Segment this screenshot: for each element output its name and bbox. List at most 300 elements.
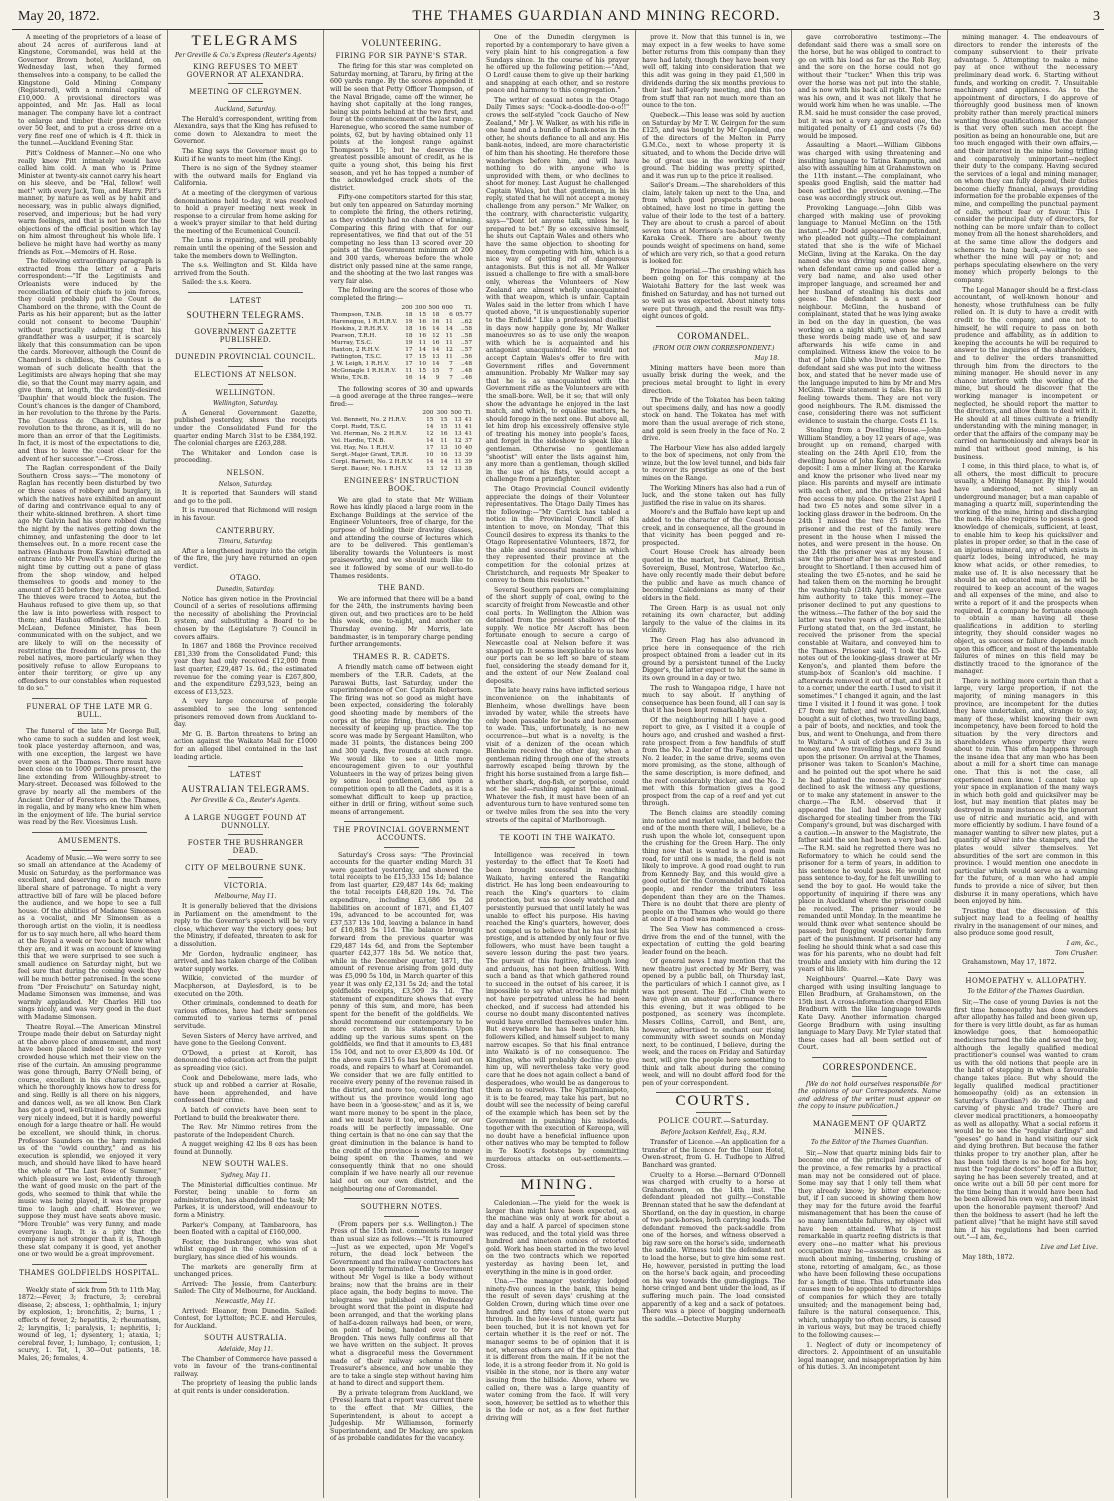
page-number: 3 <box>1093 9 1100 24</box>
competitor-name: J. W. Leigh, 1 R.H.V. <box>331 360 390 367</box>
score-cell: 7 <box>449 374 453 381</box>
column-2 <box>168 30 324 1498</box>
score-cell: 16 <box>418 332 427 339</box>
competitor-name: Harenegue, 1 R.H.R.V. <box>331 318 398 325</box>
heading-coromandel: COROMANDEL. <box>677 330 750 341</box>
paragraph: A friendly match came off between eight members of the T.R.R. Cadets, at the Parawai Butts, last Saturday, under the superintendence of Cor. Captain Robertson. The firing was not so good as might have been expected, considering the tolerably good shooting made by members of the corps at the prize firing, thus showing the necessity of keeping up practice. The top score was made by Sergeant Hamilton, who made 31 points, the distances being 200 and 300 yards, five rounds at each range. We would like to see a little more encouragement given to our youthful Volunteers in the way of prizes being given by some local gentlemen, and upon a competition open to all the Cadets, as it is a somewhat difficult to keep up practice, either in drill or firing, without some such means of arrangement. <box>330 664 474 816</box>
heading-courts: COURTS. <box>675 1093 752 1110</box>
divider <box>228 83 263 84</box>
score-cell: 15 <box>440 424 448 431</box>
competitor-name: Vol. Herman, No. 2 H.R.V. <box>331 431 408 438</box>
scores-header-cell: 300 <box>436 410 448 417</box>
masthead <box>12 6 1104 30</box>
coromandel-byline: (FROM OUR OWN CORRESPONDENT.) <box>652 344 775 352</box>
paragraph: At a meeting of the clergymen of various denominations held to-day, it was resolved to hold a prayer meeting next week in response to a circular from home asking for a week's prayer similar to that held during the meeting of the Ecumenical Council. <box>174 189 318 235</box>
divider <box>228 809 263 810</box>
paragraph: The firing for this star was completed on Saturday morning, at Tararu, by firing at the 600 yards range. By the scores appended it will be seen that Petty Officer Thompson, of the Naval Brigade, came off the winner, he having shot capitally at the long ranges, being six points behind at the two first, and four at the commencement of the last range. Harenegue, who scored the same number of points, 62, but by having obtained only 11 points at the longest range against Thompson's 15; but he deserves the greatest possible amount of credit, as he is quite a young shot, this being his first season, and yet he has topped a number of the acknowledged crack shots of the district. <box>330 63 474 192</box>
competitor-name: Sergt.-Major Grant, T.R.R. <box>331 452 409 459</box>
heading-nelson: NELSON. <box>226 468 265 477</box>
score-cell: 18 <box>405 332 413 339</box>
score-cell: 14 <box>418 374 427 381</box>
newspaper-title: THE THAMES GUARDIAN AND MINING RECORD. <box>412 8 781 24</box>
paragraph: I come, in this third place, to what is, of all others, the most difficult to procure usually, a Mining Manager. By this I would have understood, not simply an underground manager, but a man capable of managing a quartz mill, superintending the working of the mine, hiring and discharging the men. He also requires to possess a good knowledge of chemicals, sufficient, at least, to enable him to keep his quicksilver and plates in proper order, so that in the case of an injurious mineral, any of which exists in quartz lodes, being introduced, he may know what acids, or other remedies, to make use of. It is also necessary that he should be an educated man, as he will be required to keep an account of the wages and all expenses of the mine, and also to write a report of it and the prospects when required. If a company be fortunate enough to obtain a man having all these qualifications in addition to sterling integrity, they should consider wages no object, as success or failure depends much upon this officer, and most of the lamentable failures of mines on this field may be distinctly traced to the ignorance of the manager. <box>954 463 1098 676</box>
heading-volunteering: VOLUNTEERING. <box>361 38 442 48</box>
divider <box>384 1216 419 1217</box>
column-7 <box>948 30 1104 1498</box>
heading-telegrams: TELEGRAMS <box>191 33 300 49</box>
paragraph: Other criminals, condemned to death for various offences, have had their sentences commuted to various terms of penal servitude. <box>174 1000 318 1030</box>
score-cell: 15 <box>418 353 427 360</box>
scores-table-1 <box>330 305 473 382</box>
score-cell: 11 <box>445 318 453 325</box>
score-cell: ..57 <box>460 346 473 353</box>
paragraph: In 1867 and 1868 the Province received £81,339 from the Consolidated Fund; this year they had only received £12,000 from last quarter, £29,487 1s. 6d.; the estimated revenue for the coming year is £267,800, and the expenditure £293,523, being an excess of £13,523. <box>174 643 318 696</box>
divider <box>500 829 615 830</box>
letter-addressee: To the Editor of the Thames Guardian. <box>967 988 1085 996</box>
score-cell: 41 <box>464 417 473 424</box>
heading-provincial-accounts: THE PROVINCIAL GOVERNMENT ACCOUNTS. <box>333 826 470 842</box>
score-row <box>330 333 473 340</box>
score-cell: 16 <box>405 374 413 381</box>
dateline: May 18. <box>754 355 780 363</box>
score-cell: 17 <box>426 445 434 452</box>
score-cell: 19 <box>405 339 413 346</box>
score-cell: ..48 <box>460 367 473 374</box>
dateline: Newcastle, May 11. <box>215 1297 276 1305</box>
score-cell: 13 <box>454 417 462 424</box>
score-cell: ..56 <box>460 353 473 360</box>
paragraph: The s.s. Wellington and St. Kilda have arrived from the South. <box>174 262 318 277</box>
divider <box>32 832 147 833</box>
paragraph: Prince Imperial.—The crushing which has been going on for this company at the Waiotahi Battery for the last week was finished on Saturday, and has not turned out so well as was expected. About ninety tons were put through, and the result was fifty-eight ounces of gold. <box>642 267 786 321</box>
divider <box>228 384 263 385</box>
score-cell: 14 <box>426 459 434 466</box>
letter-place: Grahamstown, May 17, 1872. <box>962 959 1057 967</box>
divider <box>540 847 575 848</box>
paragraph: Cook and Debelowane, mere lads, who stuck up and robbed a carrier at Rosalie, have been apprehended, and have confessed their crime. <box>174 1074 318 1105</box>
score-cell: 14 <box>432 346 440 353</box>
heading-correspondence: CORRESPONDENCE. <box>822 1061 917 1072</box>
paragraph: The following scores of 30 and upwards —a good average at the three ranges—were fired:— <box>330 385 474 408</box>
score-cell: 13 <box>432 353 440 360</box>
score-cell: ..57 <box>460 339 473 346</box>
paragraph: The propriety of leasing the public lands at quit rents is under consideration. <box>174 1380 318 1395</box>
score-row <box>330 466 473 473</box>
competitor-name: Hoskins, 2 R.H.R.V. <box>331 325 389 332</box>
score-cell: 11 <box>440 438 448 445</box>
score-cell: 19 <box>405 318 413 325</box>
dateline: Melbourne, May 11. <box>214 893 277 901</box>
score-cell: 18 <box>405 311 413 318</box>
score-cell: 7 <box>449 367 453 374</box>
paragraph: It is rumoured that Richmond will resign in his favour. <box>174 507 318 522</box>
score-cell: 10 <box>426 452 434 459</box>
paragraph: The Ministerial difficulties continue. Mr Forster, being unable to form an administration, has abandoned the task; Mr Parkes, it is understood, will endeavour to form a Ministry. <box>174 1181 318 1220</box>
divider <box>32 1264 147 1265</box>
competitor-name: Corpl. Rudd, T.S.C. <box>331 424 387 431</box>
score-cell: 14 <box>426 424 434 431</box>
heading-sir-payne-star: FIRING FOR SIR PAYNE'S STAR. <box>335 51 468 60</box>
score-row <box>330 340 473 347</box>
divider <box>812 1057 927 1058</box>
score-cell: ..46 <box>460 374 473 381</box>
score-cell: 11 <box>405 367 413 374</box>
score-cell: 13 <box>454 466 462 473</box>
paragraph: Notice has given notice in the Provincial Council of a series of resolutions affirming the necessity of abolishing the Provincial system, and substituting a Board to be chosen by the (Legislature ?) Council in covers affairs. <box>174 595 318 641</box>
score-cell: 11 <box>454 424 462 431</box>
column-5 <box>636 30 792 1498</box>
competitor-name: White, T.N.B. <box>331 374 370 381</box>
article-pitt: Pitt's Coldness of Manner.—No one who really knew Pitt intimately would have called him cold. A man who is Prime Minister at twenty-six cannot carry his heart on his sleeve, and be "Hal, fellow! well met!" with every Jack, Tom, and Harry. Pitt's manner, by nature as well as by habit and necessary, was in public always dignified, reserved, and imperious; but he had very warm feelings, and that is not been for the objections of the official position which lay on him almost throughout his whole life. I believe he might have had worthy as many friends as Fox.—Memoirs of H. Rose. <box>18 149 162 256</box>
scores-header-cell: 200 <box>422 410 434 417</box>
score-cell: 13 <box>454 452 462 459</box>
paragraph: Una.—The manager yesterday lodged ninety-five ounces in the bank, this being the result of seven days' crushing at the Golden Crown, during which time over one hundred and fifty tons of stone were put through. In the low-level tunnel, quartz has been touched, but it is not known yet for certain whether it is the reef or not. The manager seems to be of opinion that it is not, whereas others are of the opinion that it is different from the main. If it be not the lode, it is a strong feeder from it. No gold is visible in the stone, nor is there any water issuing from the hillside. Above, where we called on, there was a large quantity of water coming from the face. It will very soon, however, be settled as to whether this is the lode or not, as a few feet further driving will <box>486 1278 630 1422</box>
paragraph: The writer of casual notes in the Otago Daily Times says: "Cock-a-doodle-doo-o-o!!" crows the self-styled "cock Gaucho of New Zealand," Mr J. W. Walker, as with his rifle in one hand and a bundle of bank-notes in the other, he shouts defiance to all and any. His bank-notes, indeed, are more characteristic of him than his shooting. He therefore those wanderings before him, and will have nothing to do with anyone who is unprovided with them, or who declines to shoot for money. Last August he challenged Captain Wales, but that gentleman, in his reply, stated that he will not accept a money challenge from any person." Mr Walker, on the contrary, with characteristic vulgarity, says—"Dont let anyone talk, unless he is prepared to bet." By so excessive himself, he shuts out Captain Wales and others who have the same objection to shooting for money, from competing with him, which is a nice way of getting rid of dangerous antagonists. But this is not all. Mr Walker issued a challenge to fire with a small-bore only, whereas the Volunteers of New Zealand are almost wholly unacquainted with that weapon, which is unfair. Captain Wales said in the letter from which I have quoted above, "it is unquestionably superior to the Enfield." Like a professional duellist in days now happily gone by, Mr Walker manoeuvres so as to use only the weapon with which he is acquainted and his antagonist unacquainted. He would not accept Captain Wales's offer to fire with Government rifles and Government ammunition. Probably Mr Walker may say that he is as unacquainted with the Government rifle as the Volunteers are with the small-bore. Well, be it so; that will only show the advantage he enjoyed in the last match, and which, to equalise matters, he should forego in the next one. But above all, let him drop his excessively offensive style of treating his money into people's faces, and forget in the sideshow to speak like a gentleman. Otherwise no gentleman "shootist" will enter the lists against him, any more than a gentleman, though skilled in the use of his fists, would accept a challenge from a prizefighter. <box>486 96 630 484</box>
score-cell: 16 <box>432 318 440 325</box>
heading-police-court: POLICE COURT.—Saturday. <box>658 1116 769 1125</box>
paragraph: Transfer of Licence.—An application for a transfer of the licence for the Union Hotel, Owen-street, from G. H. Tudhope to Alfred Banchard was granted. <box>642 1139 786 1169</box>
letter-signature: Tom Crusher. <box>1055 949 1098 957</box>
paragraph: Saturday's Cross says: "The Provincial accounts for the quarter ending March 31 were gazetted yesterday, and showed the total receipts to be £15,333 15s 1d; balance from last quarter, £29,487 14s 6d; making the total receipts £48,820 19s. 7d. The expenditure, including £3,686 9s 2d liabilities on account of 1871, and £1,407 19s, advanced to be accounted for, was £37,537 13s 10d, leaving a balance in hand of £10,883 5s 11d. The balance brought forward from the previous quarter was £29,487 14s 6d, and from the September quarter £42,377 18s 5d. We notice that, while in the December quarter, 1871, the amount of revenue arising from gold duty was £5,090 5s 10d, in March quarter of this year it was only £2,131 5s 2d; and the total goldfields receipts, £3,509 3s 1d. The statement of expenditure shows that every penny of this sum, and more, has been spent for the benefit of the goldfields. We should recommend our contemporary to be more correct in his statements. Upon adding up the various sums spent on the goldfields, we find that it amounts to £3,481 15s 10d, and not to over £3,809 4s 10d. Of the above sum £315 6s has been laid out on roads, and repairs to wharf at Coromandel. We consider that we are fully entitled to receive every penny of the revenue raised in the district, and more too, considering that without us the province would long ago have been in a 'goose-stew,' and as it is, we want more money to be spent in the place, and we must have it too, ere long, or our roads will be perfectly impassable. One thing certain is that no one can say that the great diminution in the balance is hand to the credit of the province is owing to money being spent on the Thames, and we consequently think that no one should complain if we have nearly all our revenue laid out on our own district, and the neighbouring one of Coromandel. <box>330 851 474 1193</box>
paragraph: A very large concourse of people assembled to see the long sentenced prisoners removed down from Auckland to-day. <box>174 698 318 729</box>
score-row <box>330 459 473 466</box>
dateline: Dunedin, Saturday. <box>216 586 275 594</box>
heading-mining: MINING. <box>520 1176 595 1193</box>
scores-header-cell <box>330 305 400 312</box>
score-cell: 16 <box>440 431 448 438</box>
paragraph: Fifty-one competitors started for this star, but only ten appeared on Saturday morning to complete the firing, the others retiring, as they evidently had no chance of winning. Comparing this firing with that for our representatives, we find that out of the 51 competing no less than 13 scored over 20 points at the Government minimum at 200 and 300 yards, whereas before the whole district only passed nine at the same range, and the shooting at the two last ranges was very fair also. <box>330 194 474 285</box>
dateline: Nelson, Saturday. <box>218 480 273 488</box>
article-academy: Academy of Music.—We were sorry to see so small an attendance at the Academy of Music on Saturday, as the performance was excellent, and deserving of a much more liberal share of patronage. To night a very attractive bill of fare will be placed before the audience, and we hope to see a full house. Of the abilities of Madame Simonsen as a vocalist, and Mr Simonsen as a thorough artist on the violin, it is needless for us to say much here, all who heard them at the Royal a week or two back know what they are, and it was on account of knowing this that we were surprised to see such a small audience on Saturday night, but we feel sure that during the coming week they will be much better patronised. In the scene from "Der Freischutz" on Saturday night, Madame Simonsen was immense, and was warmly applauded. Mr Charles Hill too sings nicely, and was very good in the duet with Madame Simonsen. <box>18 854 162 1022</box>
score-cell: 14 <box>432 360 440 367</box>
article-funeral: The funeral of the late Mr George Bull, who came to such a sudden and lost week, took place yesterday afternoon, and was, with one exception, the largest we have ever seen at the Thames. There must have been close on to 1000 persons present, the line extending from Willoughby-street to Mary-street. Deceased was followed to the grave by nearly all the members of the Ancient Order of Foresters on the Thames, in regalia, and by many who knew him when in the enjoyment of life. The burial service was read by the Rev. Vicesimus Lush. <box>18 728 162 827</box>
score-cell: 11 <box>445 332 453 339</box>
scores-header-cell <box>330 410 420 417</box>
divider <box>852 1076 887 1077</box>
score-cell: ..62 <box>460 318 473 325</box>
heading-dunedin-council: DUNEDIN PROVINCIAL COUNCIL. <box>175 353 316 362</box>
paragraph: Several Southern papers are complaining of the short supply of coal, owing to the scarcity of freight from Newcastle and other coal ports. In Wellington the Albion was detained from the present shallows of the supply. We notice Mr Ascroft has been fortunate enough to secure a cargo of Newcastle coal at Nelson before it was snapped up. It seems inexplicable to us how our ports can be so left so bare of steam fuel, considering the steady demand for it, and the extent of our New Zealand coal deposits. <box>486 586 630 685</box>
paragraph: The markets are generally firm at unchanged prices. <box>174 1263 318 1279</box>
divider <box>344 821 459 822</box>
score-row <box>330 326 473 333</box>
competitor-name: Corpl. Barnett, No. 2 H.R.V. <box>331 459 413 466</box>
police-court-magistrate: Before Jackson Keddell, Esq., R.M. <box>660 1128 767 1136</box>
scores-table-2 <box>330 410 473 473</box>
score-row <box>330 312 473 319</box>
divider <box>656 326 771 327</box>
letter-addressee: To the Editor of the Thames Guardian. <box>811 1139 929 1147</box>
score-cell: 39 <box>464 459 473 466</box>
column-4 <box>480 30 636 1498</box>
issue-date: May 20, 1872. <box>18 9 100 24</box>
paragraph: Of the neighbouring hill I have a good report to give, as I visited it a couple of hours ago, and crushed and washed a first-rate prospect from a few handfuls of stuff from the No. 2 leader of the Family, and the No. 2 leader, in the same drive, seems even more promising, as the stone, although of the same description, is more defined, and the reef considerably thicker, and the No. 2 met with this formation gives a good prospect from the cap of a reef and yet cut through. <box>642 716 786 808</box>
scores-header-cell: 500 <box>428 304 440 311</box>
paragraph: A batch of convicts have been sent to Portland to build the breakwater there. <box>174 1106 318 1122</box>
heading-band: THE BAND. <box>378 584 425 593</box>
divider <box>188 292 303 293</box>
divider <box>384 847 419 848</box>
competitor-name: Murray, T.S.C. <box>331 339 373 346</box>
heading-latest: LATEST <box>229 297 262 306</box>
paragraph: We are glad to state that Mr William Rowe has kindly placed a large room in the Exchange Buildings at the service of the Engineer Volunteers, free of charge, for the purpose of holding their drawing classes, and attending the course of lectures which are to be delivered. This gentleman's liberality towards the Volunteers is most praiseworthy, and we should much like to see it followed by some of our well-to-do Thames residents. <box>330 496 474 580</box>
score-row <box>330 445 473 452</box>
score-cell: 16 <box>432 339 440 346</box>
divider <box>72 723 107 724</box>
dateline: Wellington, Saturday. <box>212 400 279 408</box>
score-cell: 13 <box>454 431 462 438</box>
divider <box>228 101 263 102</box>
heading-funeral: FUNERAL OF THE LATE MR G. BULL. <box>26 703 153 719</box>
column-3 <box>324 30 480 1498</box>
divider <box>540 1195 575 1196</box>
score-cell: 12 <box>445 346 453 353</box>
paragraph: The Green Flag has also advanced in price here in consequence of the rich prospect obtained from a leader cut in its ground by a persistent tunnel of the Lucky Digger's, the latter expect to hit the same in its own ground in a day or two. <box>642 636 786 682</box>
australian-source: Per Greville & Co., Reuter's Agents. <box>190 797 301 805</box>
divider <box>32 698 147 699</box>
article-legitimists: The following extraordinary paragraph is extracted from the letter of a Paris correspondent:—"If the Legitimists and Orleanists were induced by the reconciliation of their chiefs to join forces, they could probably put the Count de Chambord on the throne, with the Count de Paris as his heir apparent; but as the latter could not consent to become 'Dauphin' without practically admitting that his grandfather was a usurper, it is scarcely likely that this consummation can be upon the cards. Moreover, although the Count de Chambord is childless, the Countess is a woman of such delicate health that the Legitimists are always hoping that she may die, so that the Count may marry again, and give them, at length, the ardently-desired 'Dauphin' that would block the fusion. The Count's chances is the danger of Chambord, in her revolution to the throne by the Paris. The Countess de Chambord, in her revolution to the throne, as it is, will do no more than an error of that the Legitimists. In fact, it is most of the expectations to die, and thus to leave the coast clear for the advent of her successor."—Cross. <box>18 258 162 463</box>
paragraph: Seven Sisters of Mercy have arrived, and have gone to the Geelong Convent. <box>174 1032 318 1048</box>
divider <box>852 1115 887 1116</box>
score-cell: 11 <box>445 339 453 346</box>
score-cell: 16 <box>418 318 427 325</box>
paragraph: Trusting that the discussion of this subject may lead to a feeling of healthy rivalry in the management of our mines, and also produce some good result, <box>954 907 1098 938</box>
heading-amusements: AMUSEMENTS. <box>57 836 122 845</box>
heading-hospital: THAMES GOLDFIELDS HOSPITAL. <box>19 1269 160 1278</box>
dateline: Adelaide, May 11. <box>218 1345 273 1353</box>
heading-southern-notes: SOUTHERN NOTES. <box>360 1203 443 1212</box>
paragraph: The King says the Governor must go to Kuiti if he wants to meet him (the King). <box>174 147 318 163</box>
paragraph: 1. Neglect of duty or incompetency of directors. 2. Appointment of an unsuitable legal manager, and misappropriation by him of his duties. 3. An incompetent <box>798 1341 942 1372</box>
divider <box>228 366 263 367</box>
paragraph: Intelligence was received in town yesterday to the effect that Te Kooti had been brought successful in reaching Waikato, having entered the Rangatiki district. He has long been endeavouring to reach the King's quarters to claim protection, but was so closely watched and persistently pursued that until lately he was unable to effect his purpose. His having reached the King's quarters, however, does not compel us to believe that he has lost his prestige, and is attended by only four or five followers, who must have been taught a severe lesson during the past two years. The pursuit of this fugitive, although long and arduous, has not been fruitless. With such a band as that which gathered round to succeed in the outset of his career, it is impossible to say what atrocities he might not have perpetrated unless he had been checked, and if success had attended his course no doubt many discontented natives would have enrolled themselves under him. But everywhere he has been beaten, his followers killed, and himself subject to many narrow escapes. So that his final entrance into Waikato is of no consequence. The Kingites, who will probably decline to give him up, will nevertheless take very good care that he does not again collect a band of desperadoes, who would be as dangerous to them as to ourselves. The Ngatimaniapoto, it is to be feared, may take his part, but no doubt will see the necessity of being careful of the example which has been set by the Government in punishing his misdeeds, together with the execution of Kereopa, will no doubt have a beneficial influence upon other natives who may be tempted to follow in Te Kooti's footsteps by committing murderous attacks on out-settlements.—Cross. <box>486 851 630 1171</box>
paragraph: The Working Miners has also had a run of luck, and the stone taken out has fully justified the rise in value on its shares. <box>642 484 786 507</box>
heading-management: MANAGEMENT OF QUARTZ MINES. <box>812 1119 927 1136</box>
score-row <box>330 424 473 431</box>
score-cell: 15 <box>418 311 427 318</box>
scores-header-cell: Tl. <box>464 410 473 417</box>
paragraph: Cruelty to a Horse.—Bernard O'Donnell was charged with cruelty to a horse at Grahamstown, on the 14th inst. The defendant pleaded not guilty.—Constable Brennan stated that he saw the defendant at Shortland, on the day in question, in charge of two pack-horses, both carrying loads. The defendant removed the pack-saddle from one of the horses, and witness observed a big raw sore on the horse's side, underneath the saddle. Witness told the defendant not to load the horse, but to give him some rest. He, however, persisted in putting the load on the horse's back again, and proceeding on his way towards the gum-diggings. The horse cringed and bent under the load, as if suffering much pain. The load consisted apparently of a keg and a sack of potatoes. There was a piece of bagging underneath the saddle.—Detective Murphy <box>642 1171 786 1323</box>
paragraph: Sir,—The case of young Davies is not the first time homoeopathy has done wonders after allopathy has failed and been given up, for there is very little doubt, as far as human knowledge goes, that homoeopathic medicines turned the tide and saved the boy, although the legally qualified medical practitioner's counsel was wanted to cram us with the old notions that people are in the habit of stepping in when a favourable change takes place. But why should the legally qualified medical practitioner homoeopathy (old) as an extension in Saturday's Guardian?) do the cutting and carving of physic and trade? There are clever medical practitioners, a homoeopathy as well as allopathy. What a social reform it would be to see the "regular darlings" and "geeses" go hand in hand visiting our sick and dying brethren. But because the father thinks proper to try another plan, after he has been told there is no hope for his boy, must the "regular doctors" be off in a flutter, saying he has been severely treated, and at once write out a bill 50 per cent more for the time being than it would have been had he been allowed his own way, and then insist upon the honorable payment thereof? And then the boldness to assert (had he left the patient alive) "that he might have still saved him if his regulations had been carried out."—I am, &c., <box>954 999 1098 1242</box>
score-row <box>330 438 473 445</box>
divider <box>228 877 263 878</box>
score-cell: 14 <box>418 346 427 353</box>
score-cell: 11 <box>445 353 453 360</box>
paragraph: A General Government Gazette, published yesterday, shows the receipts under the Consolidated Fund for the quarter ending March 31st to be £384,192. The colonial charges are £263,288. <box>174 409 318 448</box>
heading-australian-telegrams: AUSTRALIAN TELEGRAMS. <box>181 783 310 794</box>
paragraph: The Luna is repairing, and will probably remain until the opening of the Session and take the members down to Wellington. <box>174 237 318 260</box>
score-cell: ..58 <box>460 332 473 339</box>
scores-header-cell: 300 <box>414 304 427 311</box>
score-cell: 12 <box>440 466 448 473</box>
paragraph: Neighbours' Quarrel.—Kate Davy was charged with using insulting language to Ellen Bradburn, at Grahamstown, on the 15th inst. A cross-information charged Ellen Bradburn with the like language towards Kate Davy. Another information charged George Bradburn with using insulting language to Mary Davy. Mr Tyler stated that these cases had all been settled out of Court. <box>798 976 942 1052</box>
paragraph: Wilkie, convicted of the murder of Macpherson, at Daylesford, is to be executed on the 20th. <box>174 975 318 998</box>
competitor-name: Vol. Hay, No. 1 R.H.V. <box>331 445 395 452</box>
score-cell: 16 <box>440 452 448 459</box>
score-cell: 05.77 <box>455 311 473 318</box>
column-1 <box>12 30 168 1498</box>
paragraph: (From papers per s.s. Wellington.) The Press of the 15th inst. comments its larger than usual size as follows:—"It is rumoured—Just as we expected, upon Mr Vogel's return, the dead lock between the Government and the railway contractors has been speedily terminated. The Government without Mr Vogel is like a body without brains; now that the brains are in their place again, the body begins to move. The telegrams we published on Wednesday brought word that the point in dispute had been arranged, and that the working plans of half-a-dozen railways had been, or were, on point of being, handed over to Mr Brogden. This news fully confirms all that we have written on the subject. It proves what a disgraceful mess the Government made of their railway scheme in the Treasurer's absence, and how unable they are to take a single step without having him at hand to direct and support them. <box>330 1220 474 1388</box>
score-cell: ..58 <box>460 325 473 332</box>
paragraph: The Rev. Mr Nimmo retires from the pastorate of the Independent Church. <box>174 1124 318 1139</box>
score-cell: ..48 <box>460 360 473 367</box>
dateline: Timaru, Saturday. <box>218 538 273 546</box>
heading-homoeopathy: HOMOEPATHY v. ALLOPATHY. <box>965 976 1087 985</box>
heading-south-australia: SOUTH AUSTRALIA. <box>204 1334 287 1343</box>
score-cell: 40 <box>464 445 473 452</box>
scores-header-row <box>330 410 473 417</box>
heading-victoria: VICTORIA. <box>223 881 268 890</box>
scores-header-cell: 500 <box>450 410 462 417</box>
heading-king: KING REFUSES TO MEET GOVERNOR AT ALEXANDRA. <box>186 63 305 79</box>
article-raglan: The Raglan correspondent of the Daily Southern Cross says:—"The monotony of Raglan has recently been disturbed by two or three cases of robbery and burglary, in which the natives have exhibited an amount of daring and contrivance equal to any of their white-skinned brethren. A short time ago Mr Galvin had his store robbed during the night by the natives getting down the chimney, and unfastening the door to let themselves out. In a more recent case the natives (Hauhaus from Kawhia) effected an entrance into Mr Powell's store during the night time by cutting out a pane of glass from the shop window, and helped themselves to goods and money to the amount of £35 before they became satisfied. The thieves were traced to Aotea, but the Hauhaus refused to give them up, so that the law is into powerless with respect to them; and Hauhau offenders. The Hon. D. McLean, Defence Minister, has been communicated with on the subject, and we are likely to will on the necessity of restricting the freedom of ingress to the rebel natives, more particularly when they positively refuse to allow Europeans to enter their territory, or give up any offenders to our constables when requested to do so." <box>18 465 162 693</box>
score-cell: 37 <box>464 438 473 445</box>
score-row <box>330 361 473 368</box>
heading-nsw: NEW SOUTH WALES. <box>202 1160 289 1169</box>
letter-signature: Live and Let Live. <box>1040 1244 1098 1252</box>
competitor-name: Thompson, T.N.B. <box>331 311 383 318</box>
paragraph: Arrived: The Jessie, from Canterbury. Sailed: The City of Melbourne, for Auckland. <box>174 1280 318 1296</box>
competitor-name: Vol. Bennett, No. 2 H.R.V. <box>331 417 407 424</box>
paragraph: The Herald's correspondent, writing from Alexandra, says that the King has refused to come down to Alexandra to meet the Governor. <box>174 115 318 146</box>
competitor-name: Pearson, T.R.H. <box>331 332 377 339</box>
divider <box>188 766 303 767</box>
paragraph: Caledonian.—The yield for the week is larger than might have been expected, as the machine was only at work for about a day and a half. A parcel of specimen stone was reduced, and the total yield was three hundred and nineteen ounces of retorted gold. Work has been started in the two level on the two contracts which we reported yesterday as having been let, and everything in the mine is in good order. <box>486 1200 630 1276</box>
divider <box>228 859 263 860</box>
score-cell: 13 <box>440 445 448 452</box>
score-cell: 14 <box>440 459 448 466</box>
score-cell: 16 <box>418 325 427 332</box>
paragraph: Parker's Company, at Tambaroora, has been floated with a capital of £160,000. <box>174 1221 318 1237</box>
heading-gazette: GOVERNMENT GAZETTE PUBLISHED. <box>194 328 297 344</box>
score-cell: 13 <box>426 466 434 473</box>
editorial-note: [We do not hold ourselves responsible for the opinions of our Correspondents. Name and address of the writer must appear on the copy to insure publication.] <box>798 1080 942 1111</box>
scores-header-cell: 200 <box>401 304 413 311</box>
score-cell: 7 <box>449 360 453 367</box>
score-cell: 41 <box>464 431 473 438</box>
letter-closing: I am, &c., <box>1066 940 1098 948</box>
score-row <box>330 347 473 354</box>
paragraph: It is reported that Saunders will stand and go to the poll. <box>174 490 318 505</box>
paragraph: Sailed: the s.s. Keera. <box>182 279 252 287</box>
paragraph: It is generally believed that the divisions in Parliament on the amendment to the reply to the Governor's speech will be very close, whichever way the victory goes; but the Ministry, if defeated, threaten to ask for a dissolution. <box>174 903 318 949</box>
paragraph: Moore's and the Buffalo have kept up and added to the character of the Coast-house creek, and in consequence, all the ground in that vicinity has been pegged and re-prospected. <box>642 509 786 547</box>
divider <box>228 323 263 324</box>
score-cell: 17 <box>405 353 413 360</box>
paragraph: The Sea View has commenced a cross-drive from the end of the tunnel, with the expectation of cutting the gold bearing leader found on the beach. <box>642 925 786 956</box>
score-cell: 11 <box>454 459 462 466</box>
paragraph: Court House Creek has already been quoted in the market, but Cabinet, British Sovereign, Busel, Montrose, Waterloo &c., have only recently made their debut before the public and have as much chance of becoming Caledonians as many of their elders in the field. <box>642 549 786 602</box>
article-theatre: Theatre Royal.—The American Minstrel Troupe made their debut on Saturday night at the above place of amusement, and most have been placed indeed to see the very crowded house which met their view on the rise of the curtain. An amusing programme was gone through, Barry O'Neill being, of course, excellent in his character songs, which he thoroughly knows how to dress for and sing. Reilly is all there on his niggers, and dances well, as we all know. Ben Clark has got a good, well-trained voice, and sings very nicely indeed, but it is hardly powerful enough for a large theatre or hall. He would be excellent, we should think, in chorus. Professor Saunders on the harp reminded us of the "owld counthry," and as his execution is splendid, we enjoyed it very much, and should have liked to have heard the whole of "The Last Rose of Summer," which pleasure we lost, evidently through the want of good music on the part of the gods, who seemed to think that while the music was being played, it was the proper time to laugh and chaff. However, we suppose they must have seats above music. "More Trouble" was very funny, and made everyone laugh. It is a pity that the company is not stronger than it is, Though these slat company it is good, yet another one or two would be a great improvement. <box>18 1023 162 1259</box>
competitor-name: Haxton, 2 R.H.V. <box>331 346 380 353</box>
paragraph: Stealing from a Dwelling House.—John William Standley, a boy 12 years of age, was brought up on remand, charged with stealing on the 24th April £10, from the dwelling house of John Kenyon, Pocorrewie deposit: I am a miner living at the Karaka and know the prisoner who lived near my place. His parents and myself are intimate with each other, and the prisoner has had free access to my place. On the 21st April I had two £5 notes and some silver in a locking glass drawer in the bedroom. On the 24th I missed the two £5 notes. The prisoner and the rest of the family were present in the house when I missed the notes, and were present in the house. On the 24th the prisoner was at my house. I saw the prisoner after he was arrested and brought to Shortland. I then accused him of stealing the two £5-notes, and he said he had taken them on the morning he brought the washing-tub (24th April). I never gave him authority to take this money.—The prisoner declined to put any questions to the witness.—The father of the boy said the latter was twelve years of age.—Constable Furlong stated that, on the 3rd instant, he received the prisoner from the special constable at Waitara, and conveyed him to the Thames. Prisoner said, "I took the £5-notes out of the looking-glass drawer at Mr Kenyon's, and planted them before the stump-box of Scanlon's old machine. I afterwards removed it out of that, and put it to a corner, under the earth. I used to visit it sometimes." I changed it again, and the last time I visited it I found it was gone. I took £7 from my father, and went to Auckland, bought a suit of clothes, two travelling bags, a pair of boots, and neckties, and took the bus, and went to Onehunga, and from there to Waitara." A suit of clothes and £3 3s in money, and two travelling bags, were found upon the prisoner. On arrival at the Thames, prisoner was taken to Scanlon's Machine, and he pointed out the spot where he said he had planted the money.—The prisoner declined to ask the witness any questions, or to make any statement in answer to the charge.—The R.M. observed that it appeared the lad had been previously discharged for stealing timber from the Tiki Company's ground, but was discharged with a caution.—In answer to the Magistrate, the father said the son had been a very bad lad.—The R.M. said he regretted there was no Reformatory to which he could send the prisoner for a term of years, in addition to his sentence he would pass. He would not pass sentence to-day, for he felt unwilling to send the boy to gaol. He would take the opportunity of inquiring if there was any place in Auckland where the prisoner could be received. The prisoner would be remanded until Monday. In the meantime he would think over what sentence should be passed; but flogging would certainly form part of the punishment. If prisoner had any feeling he should think what a sad case this was for his parents, who no doubt had felt trouble and anxiety with him during the 12 years of his life. <box>798 427 942 974</box>
divider <box>228 834 263 835</box>
scores-header-cell: Tl. <box>464 304 473 311</box>
score-cell: 10 <box>454 445 462 452</box>
paragraph: Of general news I may mention that the new theatre just erected by Mr Berry, was opened by a public ball, on Thursday last, the particulars of which I cannot give, as I was not present. The Ed ... Club were to have given an amateur performance there this evening, but it was obliged to be postponed, as scenery was incomplete. Messrs Collins, Carroll, and Bent, are, however, advertised to enchant our rising community with sweet sounds on Monday next, to be continued, I believe, during the week, and the races on Friday and Saturday next, will give the people here something to think and talk about during the coming week, and will no doubt afford food for the pen of your correspondent. <box>642 958 786 1087</box>
heading-wellington: WELLINGTON. <box>215 388 276 397</box>
paragraph: The Otago Provincial Council evidently appreciate the doings of their Volunteer representatives. The Otago Daily Times has the following:—"Mr Carrick has tabled a notice in the Provincial Council of his intention to move, on Monday, 'That this Council desires to express its thanks to the Otago Representative Volunteers, 1872, for the able and successful manner in which they represented their province at the competition for the colonial prizes at Christchurch, and requests Mr Speaker to convey to them this resolution.'" <box>486 486 630 585</box>
score-cell: 41 <box>464 424 473 431</box>
score-cell: 12 <box>426 431 434 438</box>
paragraph: The Green Harp is as usual not only retaining its own character, but adding largely to the value of the claims in its vicinity. <box>642 604 786 635</box>
heading-canterbury: CANTERBURY. <box>215 526 276 535</box>
score-cell: 38 <box>464 466 473 473</box>
paragraph: After a lengthened inquiry into the origin of the fire, the jury have returned an open verdict. <box>174 547 318 570</box>
divider <box>696 1112 731 1113</box>
columns <box>12 30 1104 1498</box>
score-cell: 12 <box>454 438 462 445</box>
paragraph: The rush to Wangapoa ridge, I have not much to say about. If anything of consequence has been found, all I can say is that it has been kept remarkably quiet. <box>642 684 786 715</box>
paragraph: The Chamber of Commerce have passed a vote in favour of the trans-continental railway. <box>174 1355 318 1378</box>
competitor-name: Vol. Hardie, T.N.B. <box>331 438 386 445</box>
heading-southern-telegrams: SOUTHERN TELEGRAMS. <box>186 309 305 320</box>
paragraph: The following are the scores of those who completed the firing:— <box>330 287 474 302</box>
paragraph: prove it. Now that this tunnel is in, we may expect in a few weeks to have some better returns from this company than they have had lately, though they have been very well off, taking into consideration that we this adit was going in they paid £1,500 in dividends during the six months previous to their last half-yearly meeting, and this too from stuff that ran not much more than an ounce to the ton. <box>642 34 786 110</box>
heading-latest-2: LATEST <box>229 771 262 780</box>
paragraph: Sailor's Dream.—The shareholders of this claim, lately taken up next to the Una, and from which good prospects have been obtained, have lost no time in getting the value of their lode to the test of a battery. They are about to crush a parcel of about seven tons at Morrison's tea-battery on the Karaka Creek. There are about twenty pounds weight of specimens on hand, some of which are very rich, so that a good return is looked for. <box>642 182 786 266</box>
heading-te-kooti: TE KOOTI IN THE WAIKATO. <box>499 834 616 843</box>
paragraph: The Whitaker and London case is proceeding. <box>174 449 318 465</box>
paragraph: The Bench claims are steadily coming into notice and market value, and before the end of the month there will, I believe, be a rush upon the whole lot, consequent upon the crushing for the Green Harp. The only thing now that is wanted is a good main road, for until one is made, the field is not likely to improve. A good road ought to run from Kennedy Bay, and this would give a good outlet for the Coromandel and Tokatea people, and render the tributers less dependent than they are on the Thames. There is no doubt that there are plenty of people on the Thames who would go there at once if a road was made. <box>642 810 786 924</box>
heading-otago: OTAGO. <box>229 574 262 583</box>
heading-cadets: THAMES R. R. CADETS. <box>352 652 451 661</box>
score-row <box>330 319 473 326</box>
heading-nugget: A LARGE NUGGET FOUND AT DUNNOLLY. <box>184 813 307 830</box>
heading-bushranger: FOSTER THE BUSHRANGER DEAD. <box>187 839 304 855</box>
paragraph: There is no sign of the Sydney steamer with the outward mails for England via California. <box>174 165 318 188</box>
heading-clergymen: MEETING OF CLERGYMEN. <box>189 88 302 97</box>
score-row <box>330 368 473 375</box>
article-hospital: Weekly state of sick from 5th to 11th May, 1872:—Fever, 3; fracture, 3; cerebral disease, 2; abscess, 1; ophthalmia, 1; injury by explosion, 1; bronchitis, 2; burns, 1 ; effects of fever, 2; hepatitis, 2; rheumatism, 2; laryngitis, 1; paralysis, 1; nephritis, 1; wound of leg, 1; dysentery, 1; ataxia, 1; cerebral fever, 1; lumbago, 1; contusion, 1; scurvy, 1. Tot, 1, 30—Out patients, 18. Males, 26; females, 4. <box>18 1286 162 1362</box>
paragraph: The Harbour View has also added largely to the box of specimens, not only from the winze, but the low level tunnel, and bids fair to recover its prestige as one of the best mines on the Range. <box>642 444 786 483</box>
score-cell: 39 <box>464 452 473 459</box>
scores-header-row <box>330 305 473 312</box>
paragraph: O'Dowd, a priest at Koroit, has denounced the education act from the pulpit as spreading vice (sic). <box>174 1049 318 1072</box>
score-cell: 18 <box>405 325 413 332</box>
score-cell: 6 <box>449 311 453 318</box>
paragraph: Foster, the bushranger, who was shot whilst engaged in the commission of a burglary, has since died of his wounds. <box>174 1238 318 1261</box>
competitor-name: McGonagle 1 R.H.R.V. <box>331 367 397 374</box>
score-cell: 10 <box>418 360 427 367</box>
divider <box>72 1282 107 1283</box>
score-row <box>330 354 473 361</box>
scores-header-cell: 600 <box>441 304 453 311</box>
paragraph: Arrived: Eleanor, from Dunedin. Sailed: Contest, for Lyttelton; P.C.E. and Hercules, for Auckland. <box>174 1307 318 1330</box>
heading-city-melbourne: CITY OF MELBOURNE SUNK. <box>185 864 306 873</box>
divider <box>968 972 1084 973</box>
paragraph: Quebeck.—This lease was sold by auction on Saturday by Mr T. W. Geirgen for the sum £125, and was bought by Mr Copeland, one of the directors of the Melton in Parry G.M.Co., next to whose property it is situated, and to whom the Decide drive will be of great use in the working of their ground. The bidding was pretty spirited, and it was run up to the price it realised. <box>642 111 786 180</box>
score-cell: 15 <box>426 417 434 424</box>
divider <box>344 1198 459 1199</box>
paragraph: Mining matters have been more than usually brisk during the week, and the precious metal brought to light in every direction. <box>642 364 786 395</box>
paragraph: A nugget weighing 42 lbs 8 ozs has been found at Dunnolly. <box>174 1141 318 1156</box>
score-cell: 14 <box>432 325 440 332</box>
paragraph: There is nothing more certain than that a large, very large proportion, if not the majority, of mining managers in this province, are incompetent for the duties they have undertaken, and, strange to say, many of these, whilst knowing their own incompetency, have been forced to hold the situation by the very directors and shareholders whose property they were about to ruin. This often happens through the insane idea that any man who has been about a mill for a short time can manage one. That this is not the case, all experienced men know. I cannot take up your space in explanation of the many ways in which both gold and quicksilver may be lost, but may mention that plates may be destroyed in many instances by the ignorant use of nitric and muriatic acid, and with more efficiently by sodium. I have found of a manager wanting to silver new plates, put a quantity of silver into the stampers, and the plates would silver themselves. Yet absurdities of the sort are common in this province. I would mention one anecdote in particular which would serve as a warning for the future, of a man who had ample funds to provide a nice of silver, but then disburse it in many operations, which have been enjoyed by him. <box>954 677 1098 906</box>
divider <box>72 850 107 851</box>
heading-engineers: ENGINEERS' INSTRUCTION BOOK. <box>343 477 460 493</box>
column-6 <box>792 30 948 1498</box>
telegrams-source: Per Greville & Co.'s Express (Reuter's Agents) <box>175 51 317 59</box>
score-cell: 11 <box>418 339 427 346</box>
paragraph: We are informed that there will be a band for the 24th, the instruments having been given out, and two practices are to be held this week, one to-night, and another on Thursday evening. Mr Morris, late bandmaster, is in temporary charge pending further arrangements. <box>330 595 474 649</box>
score-cell: 17 <box>405 346 413 353</box>
paragraph: gave corroborative testimony.—The defendant said there was a small sore on the horse, but he was obliged to contract to go on with his load as far as the Rob Roy, and the sore on the horse could not go without their "tucker." When this trip was over the horse was not put into the stable, and is now with his back all right. The horse was his own, and it was not likely that he would work him when he was unable. —The R.M. said he must consider the case proved, but it was not a very aggravated one, the mitigated penalty of £1 and costs (7s 6d) would be imposed. <box>798 34 942 140</box>
paragraph: By a private telegram from Auckland, we (Press) learn that a report was current there to the effect that Mr Gillies, the Superintendent, is about to accept a Judgeship. Mr Williamson, formerly Superintendent, and Dr Mackay, are spoken of as probable candidates for the vacancy. <box>330 1389 474 1443</box>
dateline: Auckland, Saturday. <box>215 105 276 113</box>
score-cell: 9 <box>435 374 440 381</box>
score-cell: 15 <box>418 367 427 374</box>
